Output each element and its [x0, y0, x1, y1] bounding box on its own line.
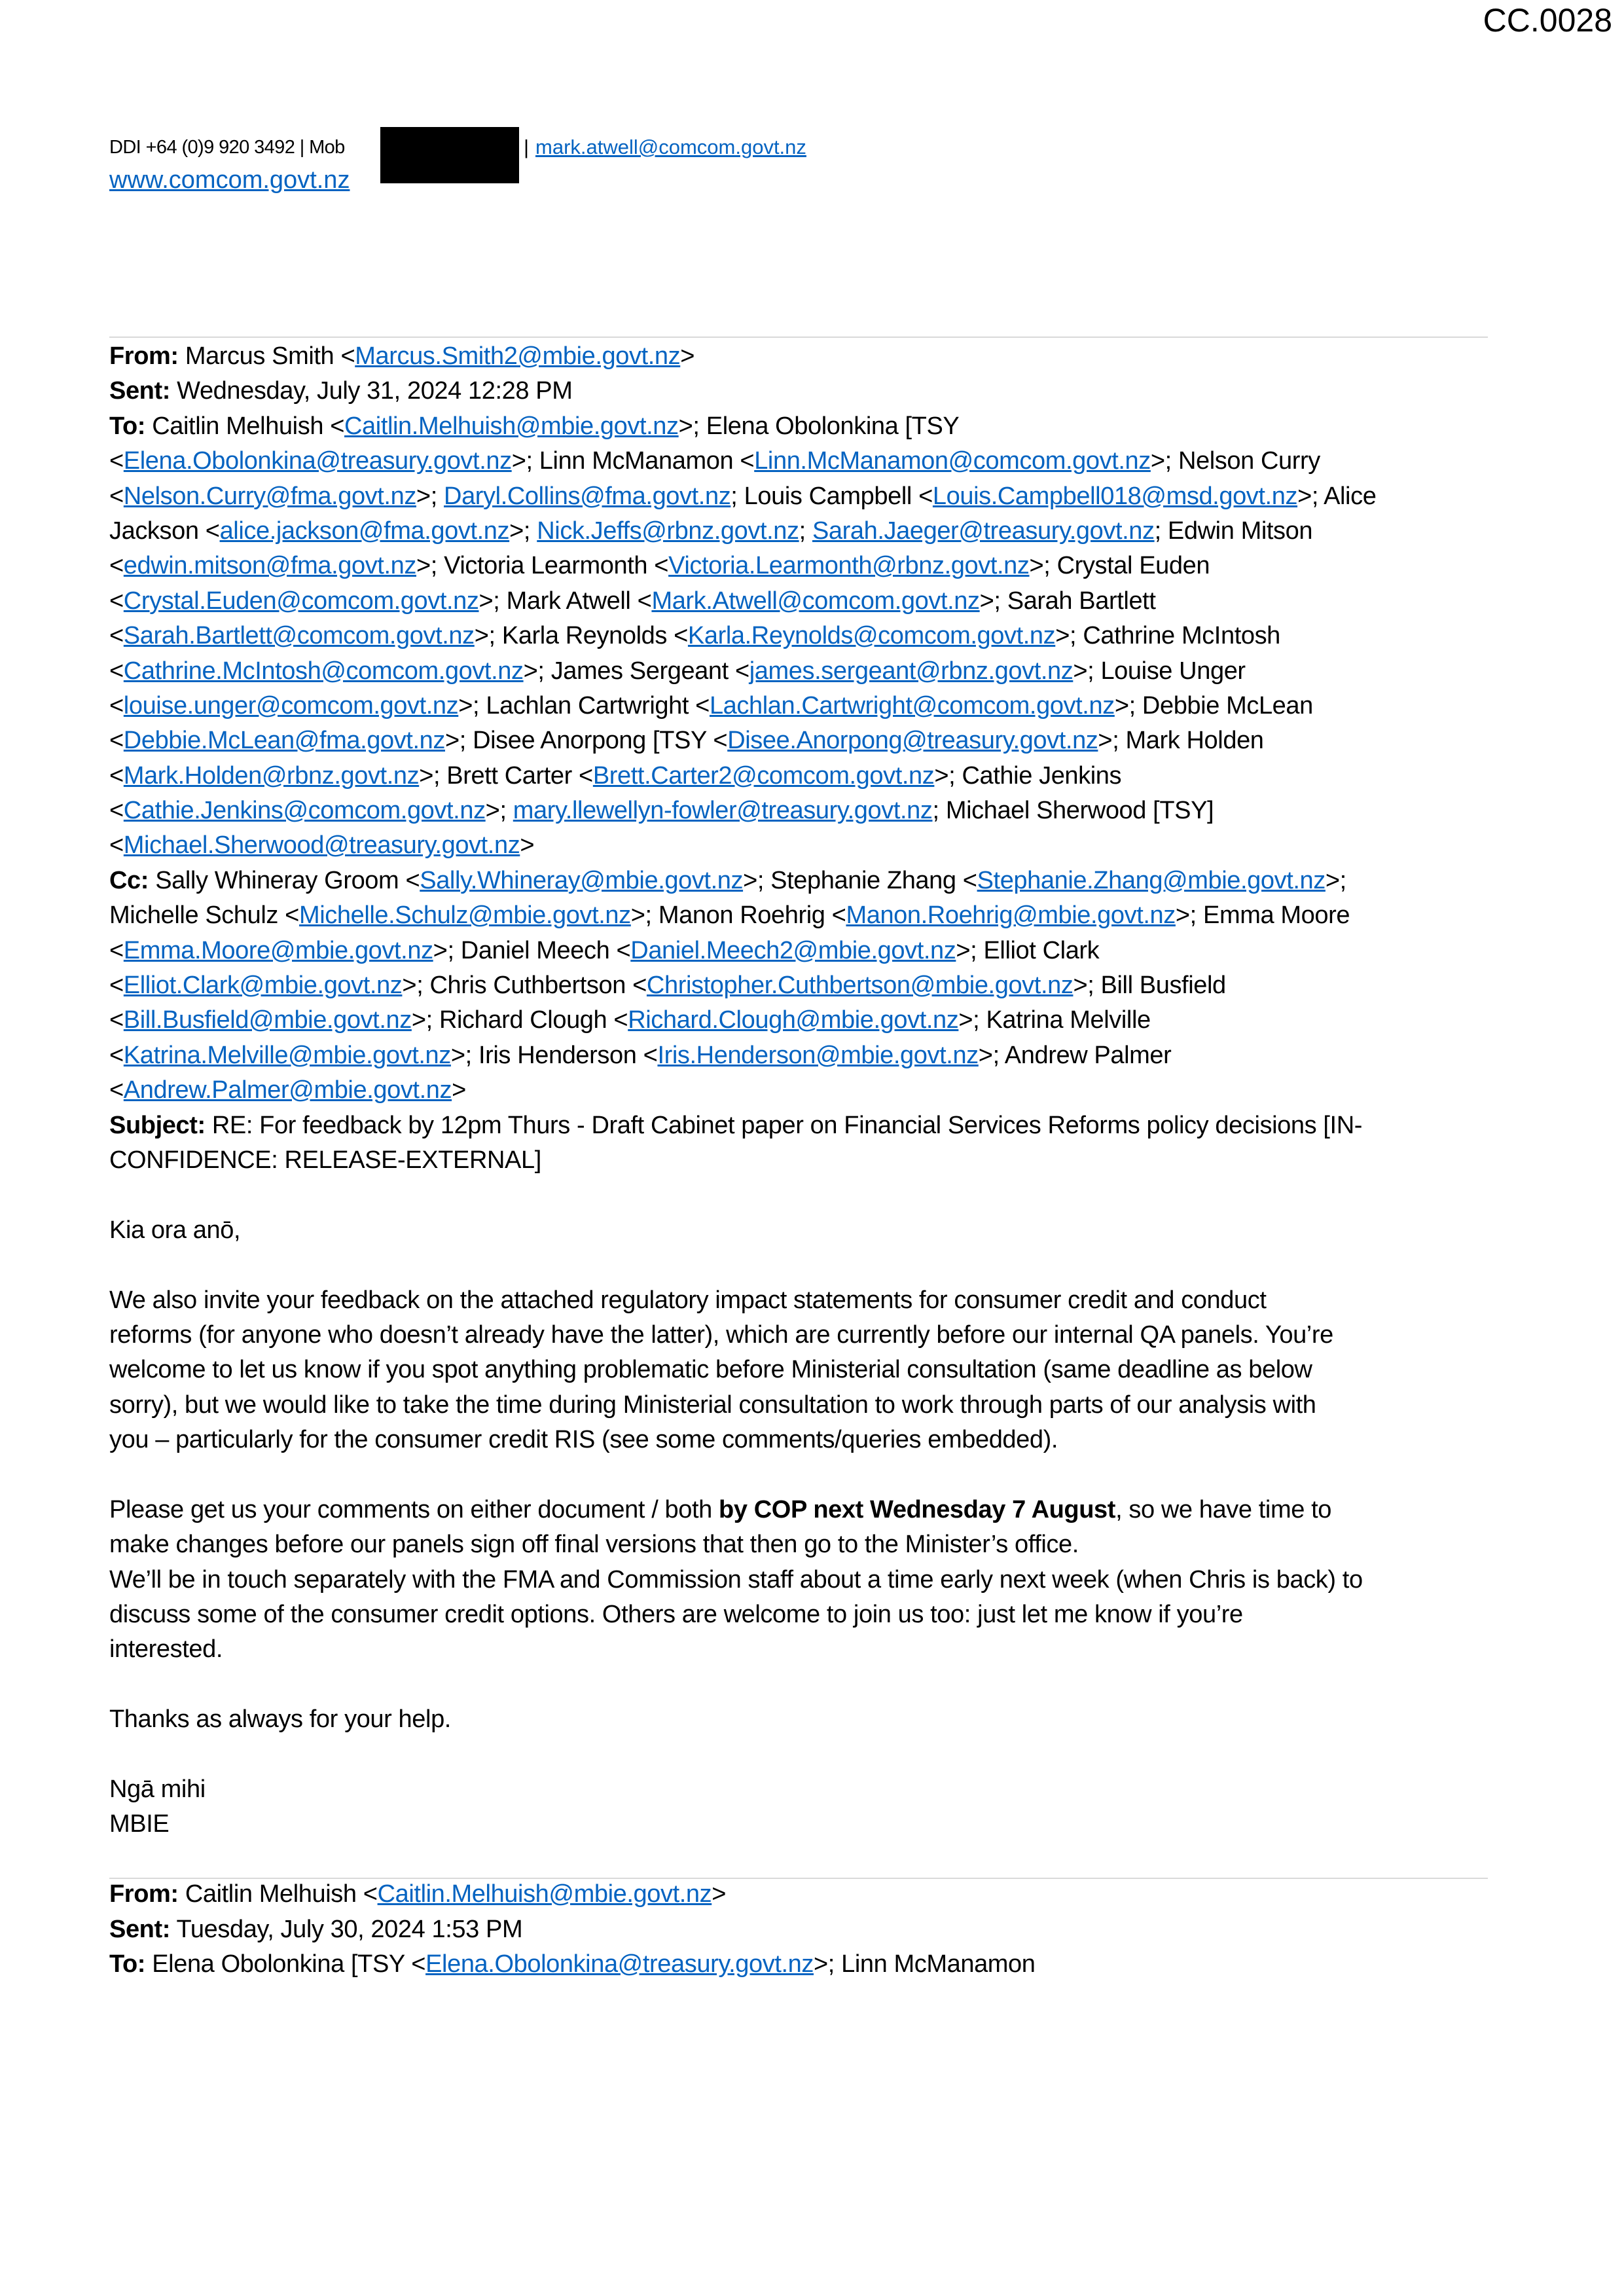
- email-link[interactable]: Caitlin.Melhuish@mbie.govt.nz: [344, 412, 679, 440]
- text-line: [109, 1563, 1510, 1597]
- text: <: [109, 761, 124, 790]
- text: RE: For feedback by 12pm Thurs - Draft Cabinet paper on Financial Services Reforms policy decisions [IN-: [205, 1111, 1362, 1139]
- email-link[interactable]: Debbie.McLean@fma.govt.nz: [123, 727, 445, 755]
- text: >; Victoria Learmonth <: [416, 552, 669, 580]
- text: <: [109, 622, 124, 650]
- text-line: [109, 1108, 1510, 1143]
- text: >: [520, 831, 535, 860]
- text-line: [109, 479, 1510, 514]
- text: >; Louise Unger: [1073, 657, 1246, 685]
- text-line: [109, 1807, 1510, 1842]
- text: <: [109, 1006, 124, 1034]
- email-link[interactable]: Karla.Reynolds@comcom.govt.nz: [687, 622, 1056, 650]
- email-link[interactable]: Sarah.Jaeger@treasury.govt.nz: [812, 517, 1155, 545]
- text: Jackson <: [109, 517, 220, 545]
- text: discuss some of the consumer credit options. Others are welcome to join us too: just let me know if you’re: [109, 1601, 1243, 1629]
- text: Thanks as always for your help.: [109, 1705, 451, 1734]
- text: you – particularly for the consumer credit RIS (see some comments/queries embedded).: [109, 1426, 1058, 1454]
- text: <: [109, 831, 124, 860]
- text-line: [109, 864, 1510, 898]
- text: CONFIDENCE: RELEASE-EXTERNAL]: [109, 1146, 541, 1174]
- text: <: [109, 482, 124, 510]
- text: Sally Whineray Groom <: [149, 866, 420, 894]
- text: >; Richard Clough <: [411, 1006, 628, 1034]
- text-line: [109, 1597, 1510, 1632]
- text-line: [109, 1283, 1510, 1318]
- text-line: [109, 723, 1510, 758]
- text: <: [109, 447, 124, 475]
- text: >;: [509, 517, 537, 545]
- text-line: [109, 1423, 1510, 1457]
- text: ;: [799, 517, 812, 545]
- header-divider: [109, 337, 1488, 338]
- email-link[interactable]: Lachlan.Cartwright@comcom.govt.nz: [709, 691, 1115, 720]
- text: <: [109, 936, 124, 964]
- email-link[interactable]: Christopher.Cuthbertson@mbie.govt.nz: [646, 972, 1074, 1000]
- email-link[interactable]: Brett.Carter2@comcom.govt.nz: [592, 761, 935, 790]
- text: >; Elena Obolonkina [TSY: [678, 412, 960, 440]
- document-id: CC.0028: [1483, 2, 1612, 39]
- field-label: by COP next Wednesday 7 August: [719, 1495, 1116, 1523]
- email-link[interactable]: Stephanie.Zhang@mbie.govt.nz: [977, 866, 1326, 894]
- text: >; Emma Moore: [1175, 902, 1350, 930]
- text: >; James Sergeant <: [523, 657, 749, 685]
- text-line: [109, 409, 1510, 444]
- text: >;: [485, 797, 513, 825]
- email-link[interactable]: Elliot.Clark@mbie.govt.nz: [123, 972, 403, 1000]
- text-line: [109, 1073, 1510, 1108]
- text: >; Cathrine McIntosh: [1055, 622, 1280, 650]
- text-line: [109, 1388, 1510, 1423]
- email-link[interactable]: Daniel.Meech2@mbie.govt.nz: [630, 936, 956, 964]
- email-link[interactable]: Elena.Obolonkina@treasury.govt.nz: [425, 1950, 814, 1978]
- email-link[interactable]: Elena.Obolonkina@treasury.govt.nz: [123, 447, 512, 475]
- text: >; Elliot Clark: [956, 936, 1100, 964]
- field-label: Cc:: [109, 866, 149, 894]
- email-link[interactable]: Daryl.Collins@fma.govt.nz: [444, 482, 731, 510]
- text: reforms (for anyone who doesn’t already have the latter), which are currently before our internal QA panels. You’re: [109, 1321, 1333, 1349]
- text: Michelle Schulz <: [109, 902, 299, 930]
- email-link[interactable]: alice.jackson@fma.govt.nz: [219, 517, 510, 545]
- text-line: [109, 1842, 1510, 1877]
- text: Kia ora anō,: [109, 1216, 241, 1244]
- email-link[interactable]: Emma.Moore@mbie.govt.nz: [123, 936, 433, 964]
- email-link[interactable]: Bill.Busfield@mbie.govt.nz: [123, 1006, 412, 1034]
- field-label: From:: [109, 1880, 179, 1908]
- text: >; Debbie McLean: [1114, 691, 1313, 720]
- email-link[interactable]: Marcus.Smith2@mbie.govt.nz: [355, 342, 681, 370]
- email-link[interactable]: Richard.Clough@mbie.govt.nz: [628, 1006, 959, 1034]
- ddi-mobile-label: DDI +64 (0)9 920 3492 | Mob: [109, 137, 345, 158]
- text: >; Iris Henderson <: [450, 1041, 658, 1069]
- email-link[interactable]: Cathrine.McIntosh@comcom.govt.nz: [123, 657, 524, 685]
- field-label: To:: [109, 1950, 146, 1978]
- text-line: [109, 444, 1510, 479]
- text: sorry), but we would like to take the time during Ministerial consultation to work through parts of our analysis with: [109, 1391, 1316, 1419]
- website-link[interactable]: www.comcom.govt.nz: [109, 166, 350, 194]
- email-link[interactable]: Crystal.Euden@comcom.govt.nz: [123, 587, 479, 615]
- email-link[interactable]: Louis.Campbell018@msd.govt.nz: [932, 482, 1298, 510]
- text: >; Sarah Bartlett: [979, 587, 1156, 615]
- text-line: [109, 619, 1510, 653]
- field-label: Subject:: [109, 1111, 206, 1139]
- text: >; Brett Carter <: [419, 761, 593, 790]
- text: <: [109, 691, 124, 720]
- text: Caitlin Melhuish <: [178, 1880, 378, 1908]
- text: <: [109, 1076, 124, 1104]
- text: Please get us your comments on either document / both: [109, 1495, 719, 1523]
- email-body: [109, 339, 1510, 1982]
- text-line: [109, 1877, 1510, 1912]
- text: >; Andrew Palmer: [978, 1041, 1172, 1069]
- text: Ngā mihi: [109, 1776, 206, 1804]
- email-link[interactable]: edwin.mitson@fma.govt.nz: [123, 552, 416, 580]
- text-line: [109, 1702, 1510, 1737]
- text-line: [109, 1667, 1510, 1702]
- text: <: [109, 552, 124, 580]
- text: >; Mark Holden: [1098, 727, 1264, 755]
- text: Caitlin Melhuish <: [145, 412, 344, 440]
- text: >; Stephanie Zhang <: [743, 866, 977, 894]
- text-line: [109, 1947, 1510, 1982]
- text: >: [712, 1880, 727, 1908]
- text: >;: [416, 482, 444, 510]
- text-line: [109, 1632, 1510, 1667]
- email-link[interactable]: Iris.Henderson@mbie.govt.nz: [657, 1041, 979, 1069]
- email-link[interactable]: Manon.Roehrig@mbie.govt.nz: [846, 902, 1176, 930]
- text: make changes before our panels sign off final versions that then go to the Minister’s office.: [109, 1531, 1079, 1559]
- email-link[interactable]: Nick.Jeffs@rbnz.govt.nz: [537, 517, 799, 545]
- text-line: [109, 1912, 1510, 1947]
- text-line: [109, 1003, 1510, 1038]
- text-line: [109, 968, 1510, 1003]
- text: >; Linn McManamon <: [511, 447, 755, 475]
- text-line: [109, 654, 1510, 689]
- text-line: [109, 828, 1510, 863]
- text: >; Daniel Meech <: [433, 936, 631, 964]
- text-line: [109, 759, 1510, 793]
- text: >; Bill Busfield: [1073, 972, 1226, 1000]
- text: >; Karla Reynolds <: [474, 622, 688, 650]
- text-line: [109, 1527, 1510, 1562]
- text: >; Alice: [1297, 482, 1377, 510]
- text: >: [452, 1076, 466, 1104]
- text-line: [109, 374, 1510, 409]
- text: <: [109, 587, 124, 615]
- text: welcome to let us know if you spot anything problematic before Ministerial consultation (same deadline as below: [109, 1356, 1312, 1384]
- text: MBIE: [109, 1810, 170, 1838]
- text: ; Louis Campbell <: [731, 482, 933, 510]
- text: interested.: [109, 1635, 223, 1664]
- text: <: [109, 797, 124, 825]
- text: ; Edwin Mitson: [1154, 517, 1313, 545]
- signature-email-link[interactable]: mark.atwell@comcom.govt.nz: [535, 136, 806, 158]
- email-link[interactable]: Cathie.Jenkins@comcom.govt.nz: [123, 797, 486, 825]
- text-line: [109, 934, 1510, 968]
- email-link[interactable]: Linn.McManamon@comcom.govt.nz: [754, 447, 1151, 475]
- text-line: [109, 1458, 1510, 1493]
- text-line: [109, 1772, 1510, 1807]
- field-label: From:: [109, 342, 179, 370]
- text: Tuesday, July 30, 2024 1:53 PM: [170, 1915, 523, 1943]
- email-link[interactable]: Caitlin.Melhuish@mbie.govt.nz: [377, 1880, 712, 1908]
- field-label: To:: [109, 412, 146, 440]
- text: >; Linn McManamon: [813, 1950, 1036, 1978]
- text: >; Lachlan Cartwright <: [458, 691, 710, 720]
- text-line: [109, 584, 1510, 619]
- text-line: [109, 1353, 1510, 1387]
- separator: |: [524, 136, 530, 158]
- redaction-box: [380, 127, 519, 183]
- text: Wednesday, July 31, 2024 12:28 PM: [170, 377, 573, 405]
- email-link[interactable]: Nelson.Curry@fma.govt.nz: [123, 482, 416, 510]
- text-line: [109, 793, 1510, 828]
- email-link[interactable]: Sally.Whineray@mbie.govt.nz: [420, 866, 744, 894]
- text: Elena Obolonkina [TSY <: [145, 1950, 426, 1978]
- text-line: [109, 1493, 1510, 1527]
- text: >; Cathie Jenkins: [934, 761, 1122, 790]
- text: >; Disee Anorpong [TSY <: [444, 727, 728, 755]
- email-link[interactable]: Disee.Anorpong@treasury.govt.nz: [727, 727, 1098, 755]
- text: >; Crystal Euden: [1029, 552, 1210, 580]
- text: We’ll be in touch separately with the FMA and Commission staff about a time early next week (when Chris is back) to: [109, 1565, 1363, 1594]
- email-link[interactable]: louise.unger@comcom.govt.nz: [123, 691, 459, 720]
- text-line: [109, 549, 1510, 583]
- text: <: [109, 972, 124, 1000]
- text: >: [680, 342, 695, 370]
- text-line: [109, 1038, 1510, 1073]
- email-link[interactable]: Mark.Atwell@comcom.govt.nz: [651, 587, 980, 615]
- text-line: [109, 1738, 1510, 1772]
- text-line: [109, 1213, 1510, 1248]
- text: We also invite your feedback on the attached regulatory impact statements for consumer credit and conduct: [109, 1286, 1267, 1314]
- text: <: [109, 657, 124, 685]
- email-link[interactable]: mary.llewellyn-fowler@treasury.govt.nz: [513, 797, 933, 825]
- text: <: [109, 727, 124, 755]
- text-line: [109, 898, 1510, 933]
- text: >; Manon Roehrig <: [630, 902, 846, 930]
- text: ; Michael Sherwood [TSY]: [932, 797, 1214, 825]
- text-line: [109, 339, 1510, 374]
- text-line: [109, 1318, 1510, 1353]
- email-link[interactable]: Michelle.Schulz@mbie.govt.nz: [298, 902, 631, 930]
- email-link[interactable]: james.sergeant@rbnz.govt.nz: [749, 657, 1074, 685]
- email-link[interactable]: Michael.Sherwood@treasury.govt.nz: [123, 831, 520, 860]
- text: >;: [1325, 866, 1346, 894]
- email-link[interactable]: Sarah.Bartlett@comcom.govt.nz: [123, 622, 475, 650]
- text: >; Katrina Melville: [958, 1006, 1151, 1034]
- text-line: [109, 514, 1510, 549]
- text-line: [109, 1248, 1510, 1283]
- field-label: Sent:: [109, 377, 171, 405]
- text-line: [109, 1178, 1510, 1212]
- text: , so we have time to: [1115, 1495, 1331, 1523]
- email-link[interactable]: Victoria.Learmonth@rbnz.govt.nz: [668, 552, 1030, 580]
- text-line: [109, 689, 1510, 723]
- text-line: [109, 1143, 1510, 1178]
- text: >; Chris Cuthbertson <: [402, 972, 647, 1000]
- text: Marcus Smith <: [178, 342, 355, 370]
- email-link[interactable]: Andrew.Palmer@mbie.govt.nz: [123, 1076, 452, 1104]
- email-link[interactable]: Katrina.Melville@mbie.govt.nz: [123, 1041, 451, 1069]
- email-link[interactable]: Mark.Holden@rbnz.govt.nz: [123, 761, 420, 790]
- field-label: Sent:: [109, 1915, 171, 1943]
- text: <: [109, 1041, 124, 1069]
- text: >; Nelson Curry: [1150, 447, 1320, 475]
- text: >; Mark Atwell <: [478, 587, 652, 615]
